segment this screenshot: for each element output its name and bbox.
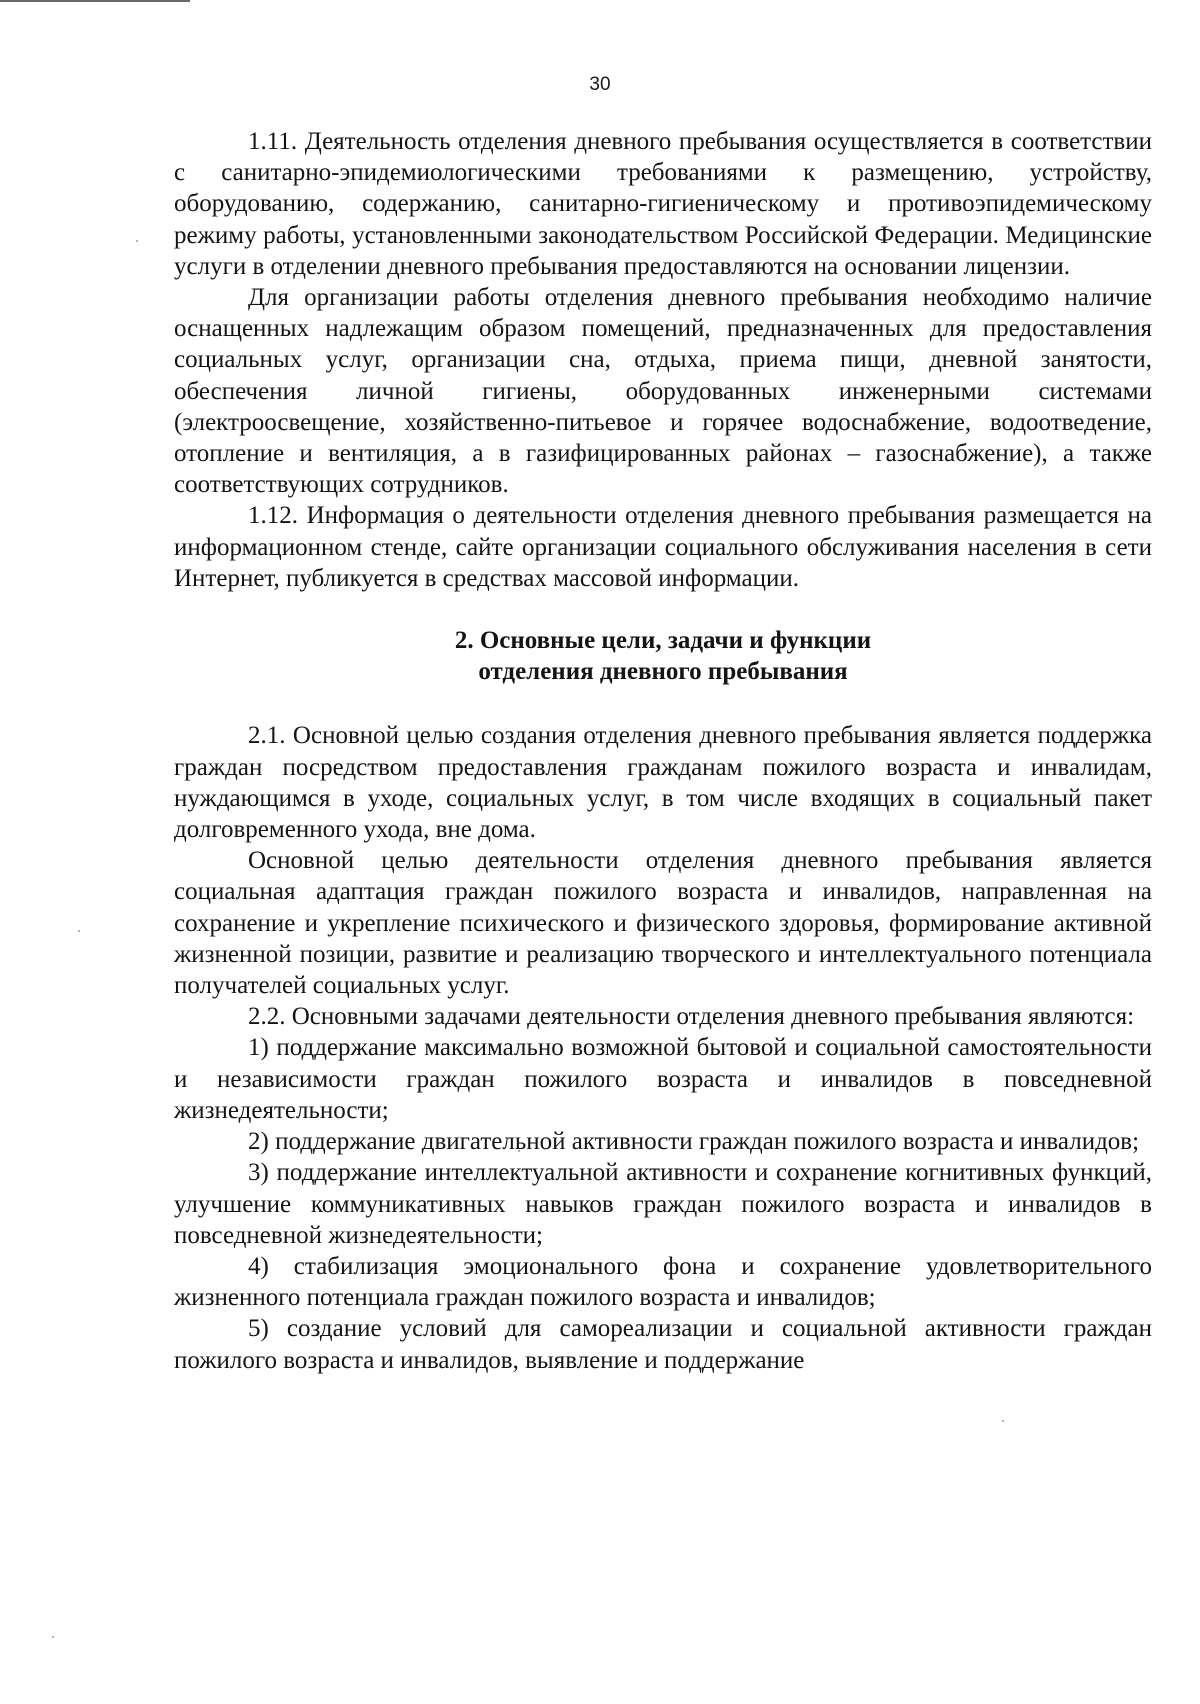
scan-edge-mark [0, 0, 190, 2]
page-number: 30 [589, 74, 611, 95]
list-item-4: 4) стабилизация эмоционального фона и сохранение удовлетворительного жизненного потенциала граждан пожилого возраста и инвалидов; [174, 1252, 1152, 1312]
scan-speck [136, 240, 138, 242]
list-item-1: 1) поддержание максимально возможной бытовой и социальной самостоятельности и независимости граждан пожилого возраста и инвалидов в повседневной жизнедеятельности; [174, 1034, 1152, 1124]
section-heading-line-2: отделения дневного пребывания [478, 658, 848, 686]
section-heading [174, 625, 1152, 687]
scan-speck [52, 1636, 54, 1638]
document-body [174, 126, 1152, 1376]
section-heading-line-1: 2. Основные цели, задачи и функции [454, 627, 872, 655]
scan-speck [78, 930, 80, 932]
paragraph-1-12: 1.12. Информация о деятельности отделения дневного пребывания размещается на информационном стенде, сайте организации социального обслуживания населения в сети Интернет, публикуется в средствах массовой информации. [174, 502, 1152, 592]
paragraph-premises-requirements: Для организации работы отделения дневного пребывания необходимо наличие оснащенных надлежащим образом помещений, предназначенных для предоставления социальных услуг, организации сна, отдыха, приема пищи, дневной занятости, обеспечения личной гигиены, оборудованных инженерными системами (электроосвещение, хозяйственно-питьевое и горячее водоснабжение, водоотведение, отопление и вентиляция, а в газифицированных районах – газоснабжение), а также соответствующих сотрудников. [174, 284, 1152, 499]
list-item-5: 5) создание условий для самореализации и социальной активности граждан пожилого возраста и инвалидов, выявление и поддержание [174, 1315, 1152, 1374]
paragraph-main-goal: Основной целью деятельности отделения дневного пребывания является социальная адаптация граждан пожилого возраста и инвалидов, направленная на сохранение и укрепление психического и физического здоровья, формирование активной жизненной позиции, развитие и реализацию творческого и интеллектуального потенциала получателей социальных услуг. [174, 847, 1152, 1000]
paragraph-1-11: 1.11. Деятельность отделения дневного пребывания осуществляется в соответствии с санитарно-эпидемиологическими требованиями к размещению, устройству, оборудованию, содержанию, санитарно-гигиеническому и противоэпидемическому режиму работы, установленными законодательством Российской Федерации. Медицинские услуги в отделении дневного пребывания предоставляются на основании лицензии. [174, 128, 1152, 280]
paragraph-2-1: 2.1. Основной целью создания отделения дневного пребывания является поддержка граждан посредством предоставления гражданам пожилого возраста и инвалидам, нуждающимся в уходе, социальных услуг, в том числе входящих в социальный пакет долговременного ухода, вне дома. [174, 722, 1152, 844]
scan-speck [1002, 1420, 1004, 1422]
list-item-2: 2) поддержание двигательной активности граждан пожилого возраста и инвалидов; [248, 1128, 1140, 1156]
list-item-3: 3) поддержание интеллектуальной активности и сохранение когнитивных функций, улучшение коммуникативных навыков граждан пожилого возраста и инвалидов в повседневной жизнедеятельности; [174, 1159, 1152, 1249]
paragraph-2-2: 2.2. Основными задачами деятельности отделения дневного пребывания являются: [248, 1003, 1135, 1031]
